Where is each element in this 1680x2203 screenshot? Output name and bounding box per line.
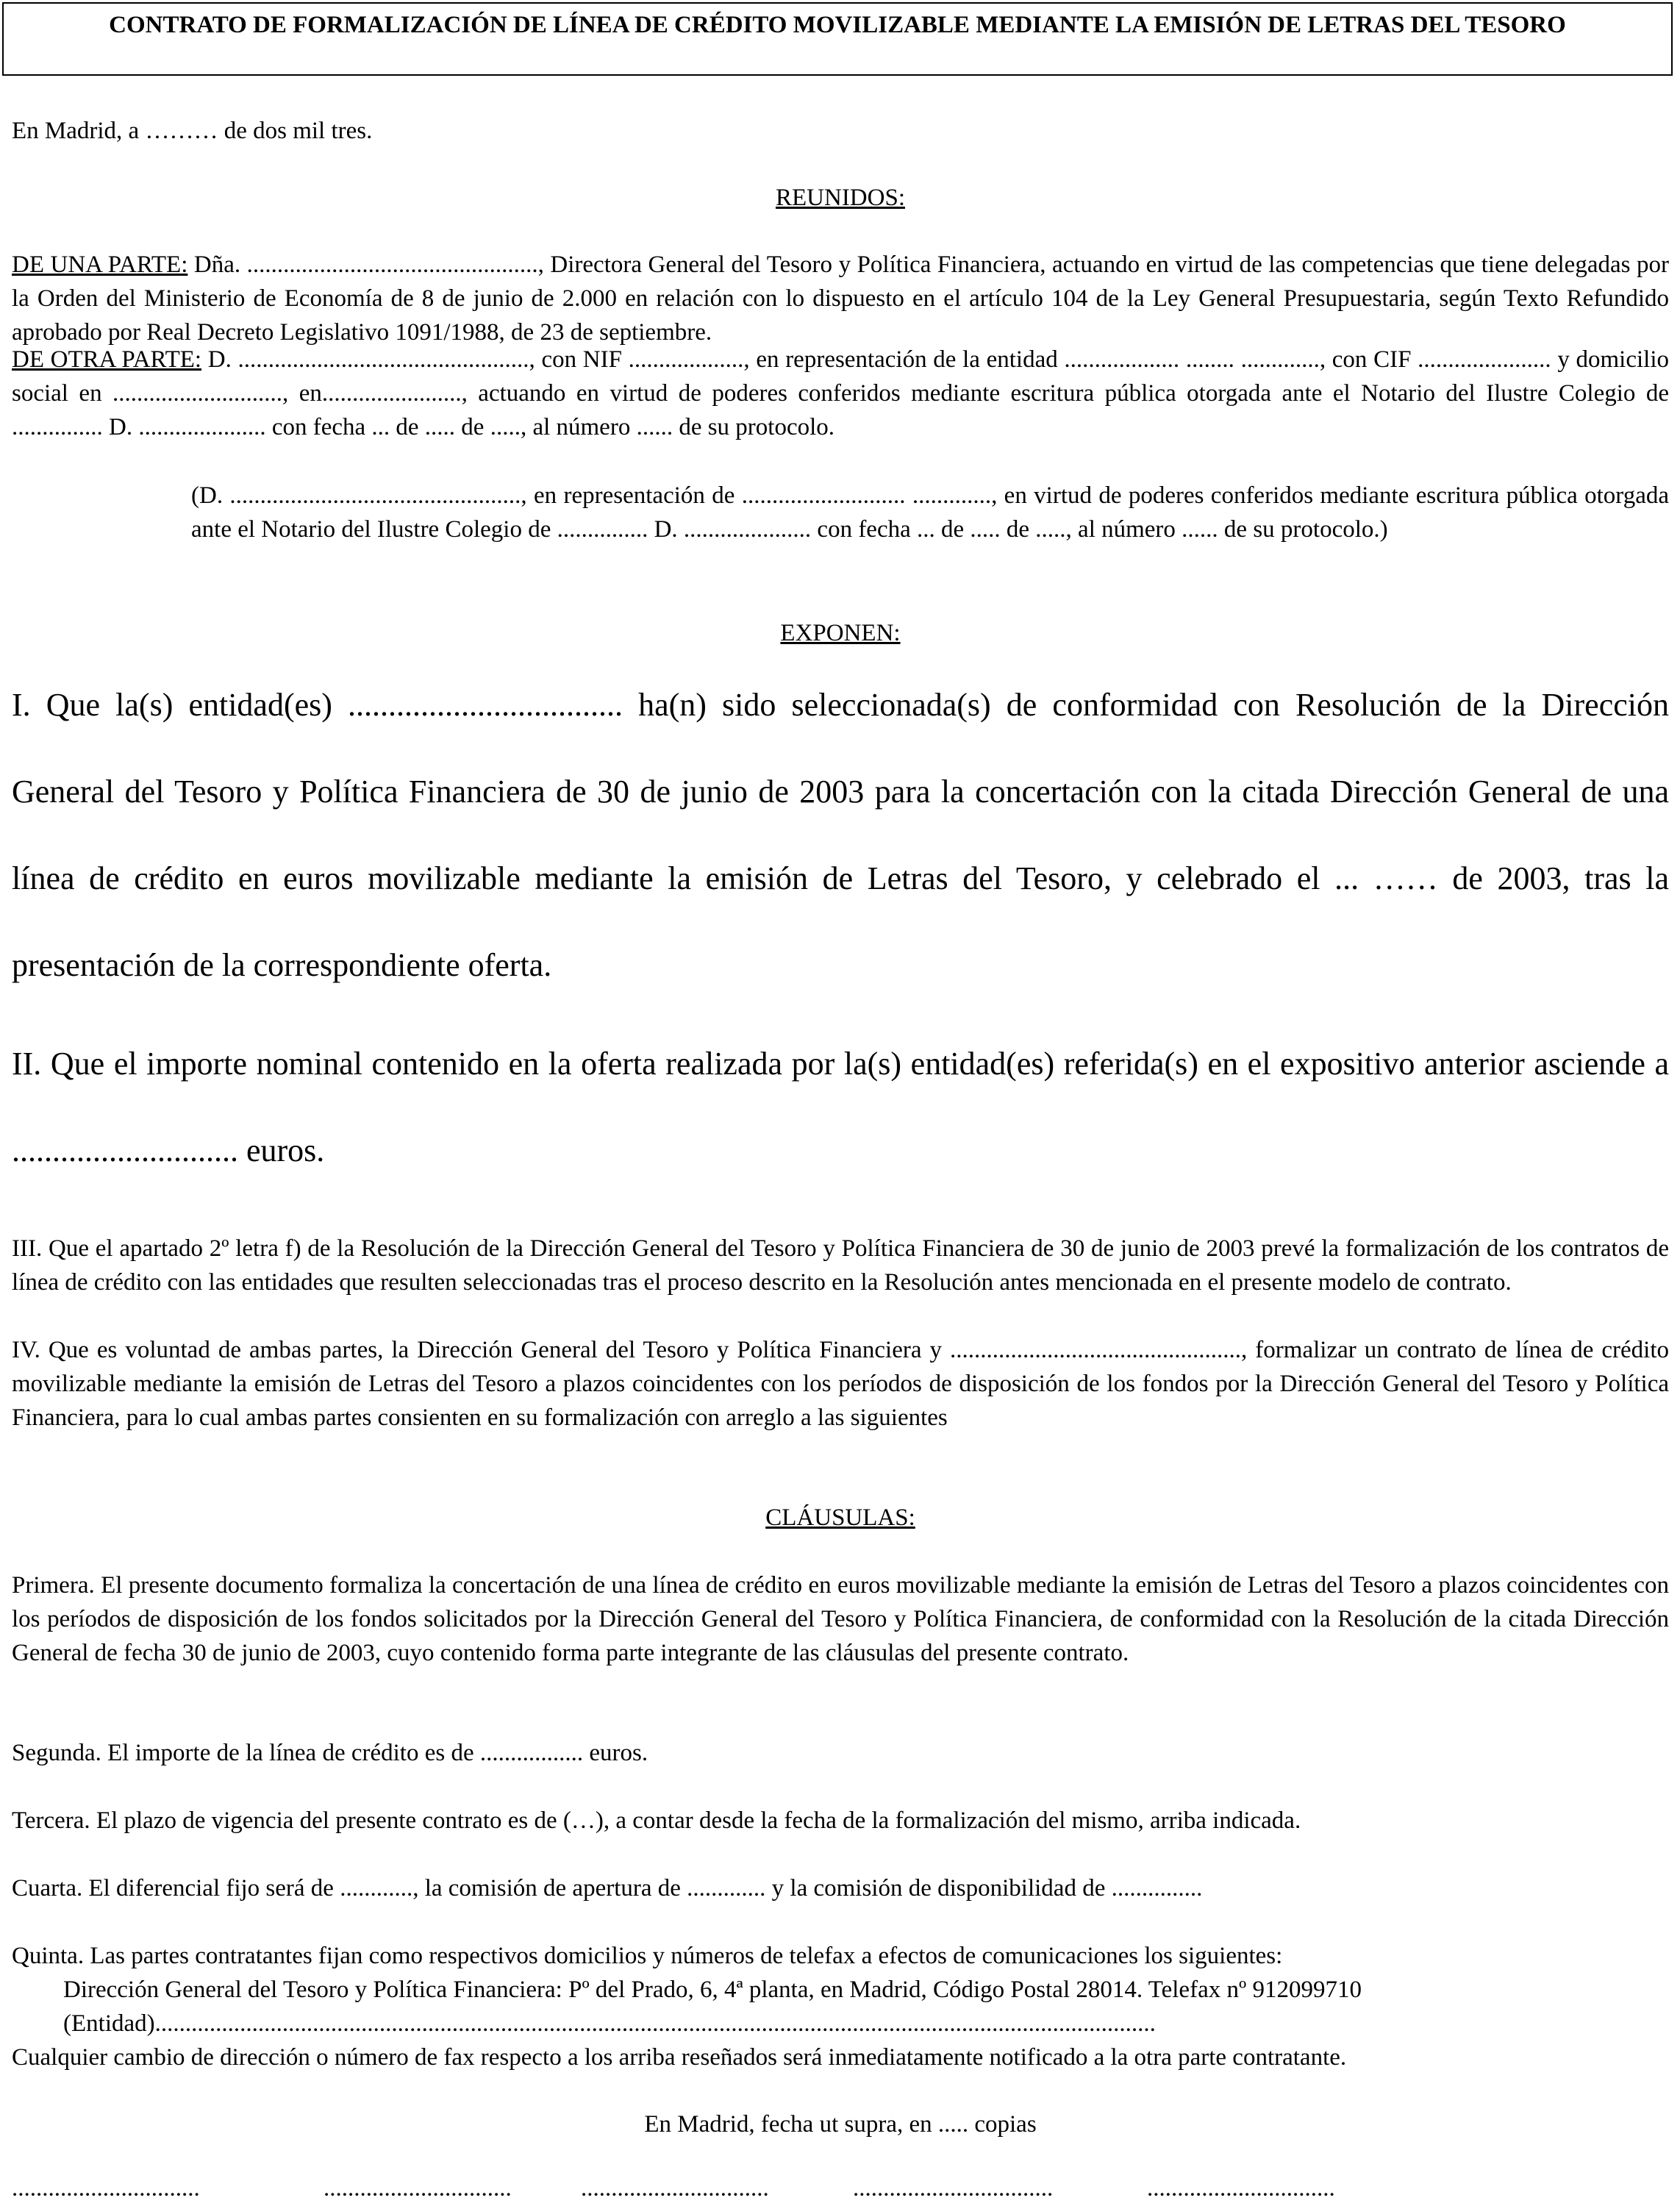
cierre-line: En Madrid, fecha ut supra, en ..... copias <box>644 2111 1037 2138</box>
firma-linea-3: ............................... <box>581 2175 769 2202</box>
parte-otra-alt-paragraph: (D. ................................................, en representación de ........................... ............., en virtud de poderes conferidos mediante escritura pública otorgada ante el Notario del Ilustre Colegio de ............... D. ..................... con fecha ... de ..... de ....., al número ...... de su protocolo.) <box>191 482 1669 543</box>
parte-otra-label: DE OTRA PARTE: <box>12 346 202 373</box>
clausulas-heading <box>12 1501 1669 1535</box>
firma-linea-2: ............................... <box>324 2175 512 2202</box>
parte-una-text: Dña. ................................................, Directora General del Tesoro y Política Financiera, actuando en virtud de las competencias que tiene delegadas por la Orden del Ministerio de Economía de 8 de junio de 2.000 en relación con lo dispuesto en el artículo 104 de la Ley General Presupuestaria, según Texto Refundido aprobado por Real Decreto Legislativo 1091/1988, de 23 de septiembre. <box>12 251 1669 346</box>
quinta-domicilio-dgt: Dirección General del Tesoro y Política Financiera: Pº del Prado, 6, 4ª planta, en Madrid, Código Postal 28014. Telefax nº 912099710 <box>63 1977 1362 2003</box>
clausula-cuarta: Cuarta. El diferencial fijo será de ............, la comisión de apertura de ............. y la comisión de disponibilidad de ............... <box>12 1875 1203 1902</box>
clausulas-heading-text: CLÁUSULAS: <box>765 1504 915 1531</box>
clausula-segunda: Segunda. El importe de la línea de crédito es de ................. euros. <box>12 1740 648 1766</box>
date-line: En Madrid, a ……… de dos mil tres. <box>12 118 373 144</box>
clausula-tercera: Tercera. El plazo de vigencia del presente contrato es de (…), a contar desde la fecha de la formalización del mismo, arriba indicada. <box>12 1807 1301 1834</box>
clausula-quinta: Quinta. Las partes contratantes fijan como respectivos domicilios y números de telefax a efectos de comunicaciones los siguientes: <box>12 1943 1283 1969</box>
firma-linea-5: ............................... <box>1147 2175 1335 2202</box>
exponen-III: III. Que el apartado 2º letra f) de la Resolución de la Dirección General del Tesoro y Política Financiera de 30 de junio de 2003 prevé la formalización de los contratos de línea de crédito con las entidades que resulten seleccionadas tras el proceso descrito en la Resolución antes mencionada en el presente modelo de contrato. <box>12 1235 1669 1296</box>
exponen-heading-text: EXPONEN: <box>780 620 901 646</box>
parte-una-label: DE UNA PARTE: <box>12 251 188 278</box>
clausula-primera: Primera. El presente documento formaliza la concertación de una línea de crédito en euros movilizable mediante la emisión de Letras del Tesoro a plazos coincidentes con los períodos de disposición de los fondos solicitados por la Dirección General del Tesoro y Política Financiera, de conformidad con la Resolución de la citada Dirección General de fecha 30 de junio de 2003, cuyo contenido forma parte integrante de las cláusulas del presente contrato. <box>12 1572 1669 1666</box>
reunidos-heading <box>12 181 1669 215</box>
exponen-IV: IV. Que es voluntad de ambas partes, la Dirección General del Tesoro y Política Financiera y ................................................, formalizar un contrato de línea de crédito movilizable mediante la emisión de Letras del Tesoro a plazos coincidentes con los períodos de disposición de los fondos por la Dirección General del Tesoro y Política Financiera, para lo cual ambas partes consienten en su formalización con arreglo a las siguientes <box>12 1337 1669 1431</box>
cambio-direccion: Cualquier cambio de dirección o número de fax respecto a los arriba reseñados será inmediatamente notificado a la otra parte contratante. <box>12 2044 1347 2071</box>
parte-otra-text: D. ................................................, con NIF ..................., en representación de la entidad ................... ........ ............., con CIF ...................... y domicilio social en ............................, en......................., actuando en virtud de poderes conferidos mediante escritura pública otorgada ante el Notario del Ilustre Colegio de ............... D. ..................... con fecha ... de ..... de ....., al número ...... de su protocolo. <box>12 346 1670 440</box>
parte-otra-paragraph <box>12 343 1669 444</box>
exponen-heading <box>12 616 1669 650</box>
reunidos-heading-text: REUNIDOS: <box>775 185 905 211</box>
parte-una-paragraph <box>12 248 1669 349</box>
quinta-domicilio-entidad: (Entidad)..................................................................................................................................................................... <box>63 2010 1156 2037</box>
exponen-I: I. Que la(s) entidad(es) .................................. ha(n) sido seleccionada(s) de conformidad con Resolución de la Dirección General del Tesoro y Política Financiera de 30 de junio de 2003 para la concertación con la citada Dirección General de una línea de crédito en euros movilizable mediante la emisión de Letras del Tesoro, y celebrado el ... …… de 2003, tras la presentación de la correspondiente oferta. <box>12 687 1669 983</box>
document-title: CONTRATO DE FORMALIZACIÓN DE LÍNEA DE CRÉDITO MOVILIZABLE MEDIANTE LA EMISIÓN DE LETRAS DEL TESORO <box>2 2 1673 76</box>
firma-linea-4: ................................. <box>853 2175 1054 2202</box>
firma-linea-1: ............................... <box>12 2175 200 2202</box>
exponen-II: II. Que el importe nominal contenido en la oferta realizada por la(s) entidad(es) referida(s) en el expositivo anterior asciende a ............................ euros. <box>12 1046 1669 1168</box>
